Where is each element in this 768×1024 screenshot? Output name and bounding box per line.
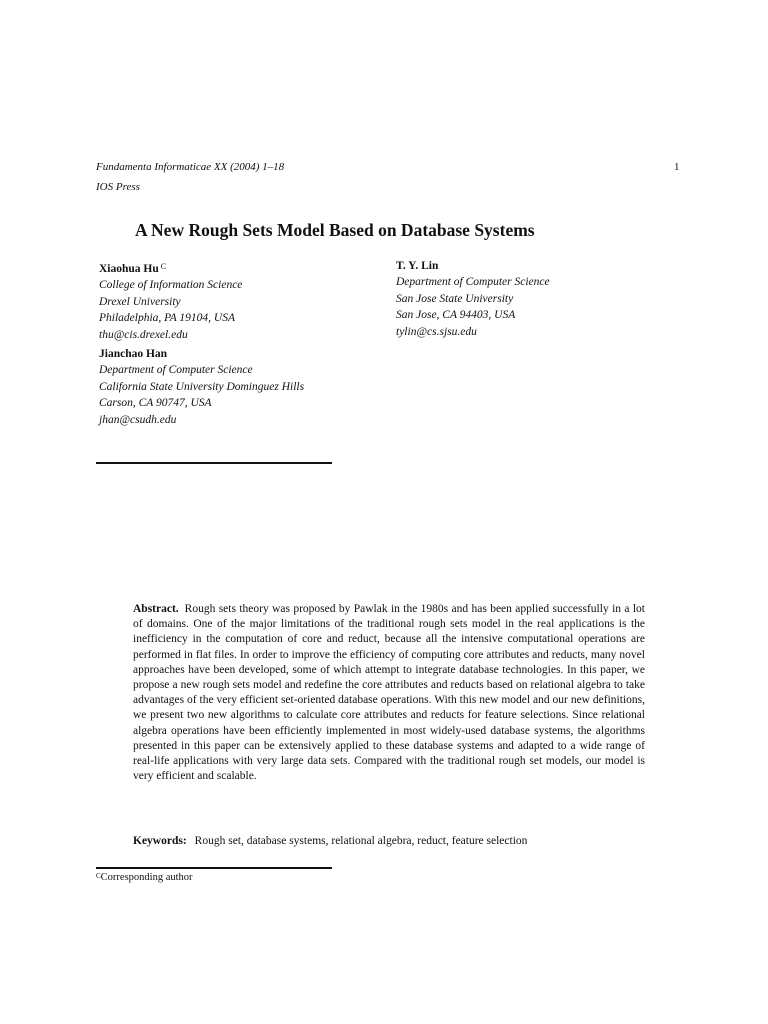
author-name: T. Y. Lin	[396, 260, 439, 272]
publisher: IOS Press	[96, 181, 140, 193]
footnote-mark: C	[96, 872, 101, 880]
author-email: jhan@csudh.edu	[99, 413, 177, 426]
affiliation-line: College of Information Science	[99, 279, 243, 291]
page-number: 1	[674, 161, 680, 173]
affiliation-line: California State University Dominguez Hills	[99, 380, 305, 393]
keywords-label: Keywords:	[133, 835, 187, 847]
author-email: thu@cis.drexel.edu	[99, 328, 188, 341]
corresponding-author-mark: C	[160, 262, 167, 271]
footnote-divider	[96, 867, 332, 869]
affiliation-line: San Jose, CA 94403, USA	[396, 309, 516, 321]
footnote	[96, 871, 193, 884]
abstract	[133, 602, 645, 784]
affiliation-line: Carson, CA 90747, USA	[99, 397, 212, 409]
section-divider	[96, 462, 332, 464]
affiliation-line: Philadelphia, PA 19104, USA	[99, 312, 235, 324]
author-block-han	[99, 346, 304, 428]
author-name: Xiaohua Hu $^C$	[99, 262, 167, 275]
abstract-text: Rough sets theory was proposed by Pawlak in the 1980s and has been applied successfully in a lot of domains. One of the major limitations of the traditional rough sets model in the real applications is the inefficiency in the computation of core and reduct, because all the intensive computational operations are performed in flat files. In order to improve the efficiency of computing core attributes and reducts, many novel approaches have been developed, some of which attempt to integrate database technologies. In this paper, we propose a new rough sets model and redefine the core attributes and reducts based on relational algebra to take advantages of the very efficient set-oriented database operations. With this new model and our new definitions, we present two new algorithms to calculate core attributes and reducts for feature selections. Since relational algebra operations have been efficiently implemented in most widely-used database systems, the algorithms presented in this paper can be extensively applied to these database systems and adapted to a wide range of real-life applications with very large data sets. Compared with the traditional rough set models, our model is very efficient and scalable.	[133, 603, 645, 783]
paper-title: A New Rough Sets Model Based on Database Systems	[135, 220, 535, 240]
keywords	[133, 834, 527, 849]
affiliation-line: Department of Computer Science	[99, 364, 253, 376]
author-block-lin	[396, 258, 550, 340]
journal-citation: Fundamenta Informaticae XX (2004) 1–18	[96, 161, 285, 173]
author-block-hu	[99, 261, 242, 343]
author-name: Jianchao Han	[99, 348, 168, 360]
affiliation-line: Department of Computer Science	[396, 276, 550, 288]
affiliation-line: Drexel University	[99, 295, 181, 308]
affiliation-line: San Jose State University	[396, 292, 514, 305]
footnote-text: Corresponding author	[100, 872, 193, 883]
abstract-label: Abstract.	[133, 603, 179, 615]
keywords-text: Rough set, database systems, relational algebra, reduct, feature selection	[194, 835, 528, 847]
author-email: tylin@cs.sjsu.edu	[396, 325, 477, 338]
